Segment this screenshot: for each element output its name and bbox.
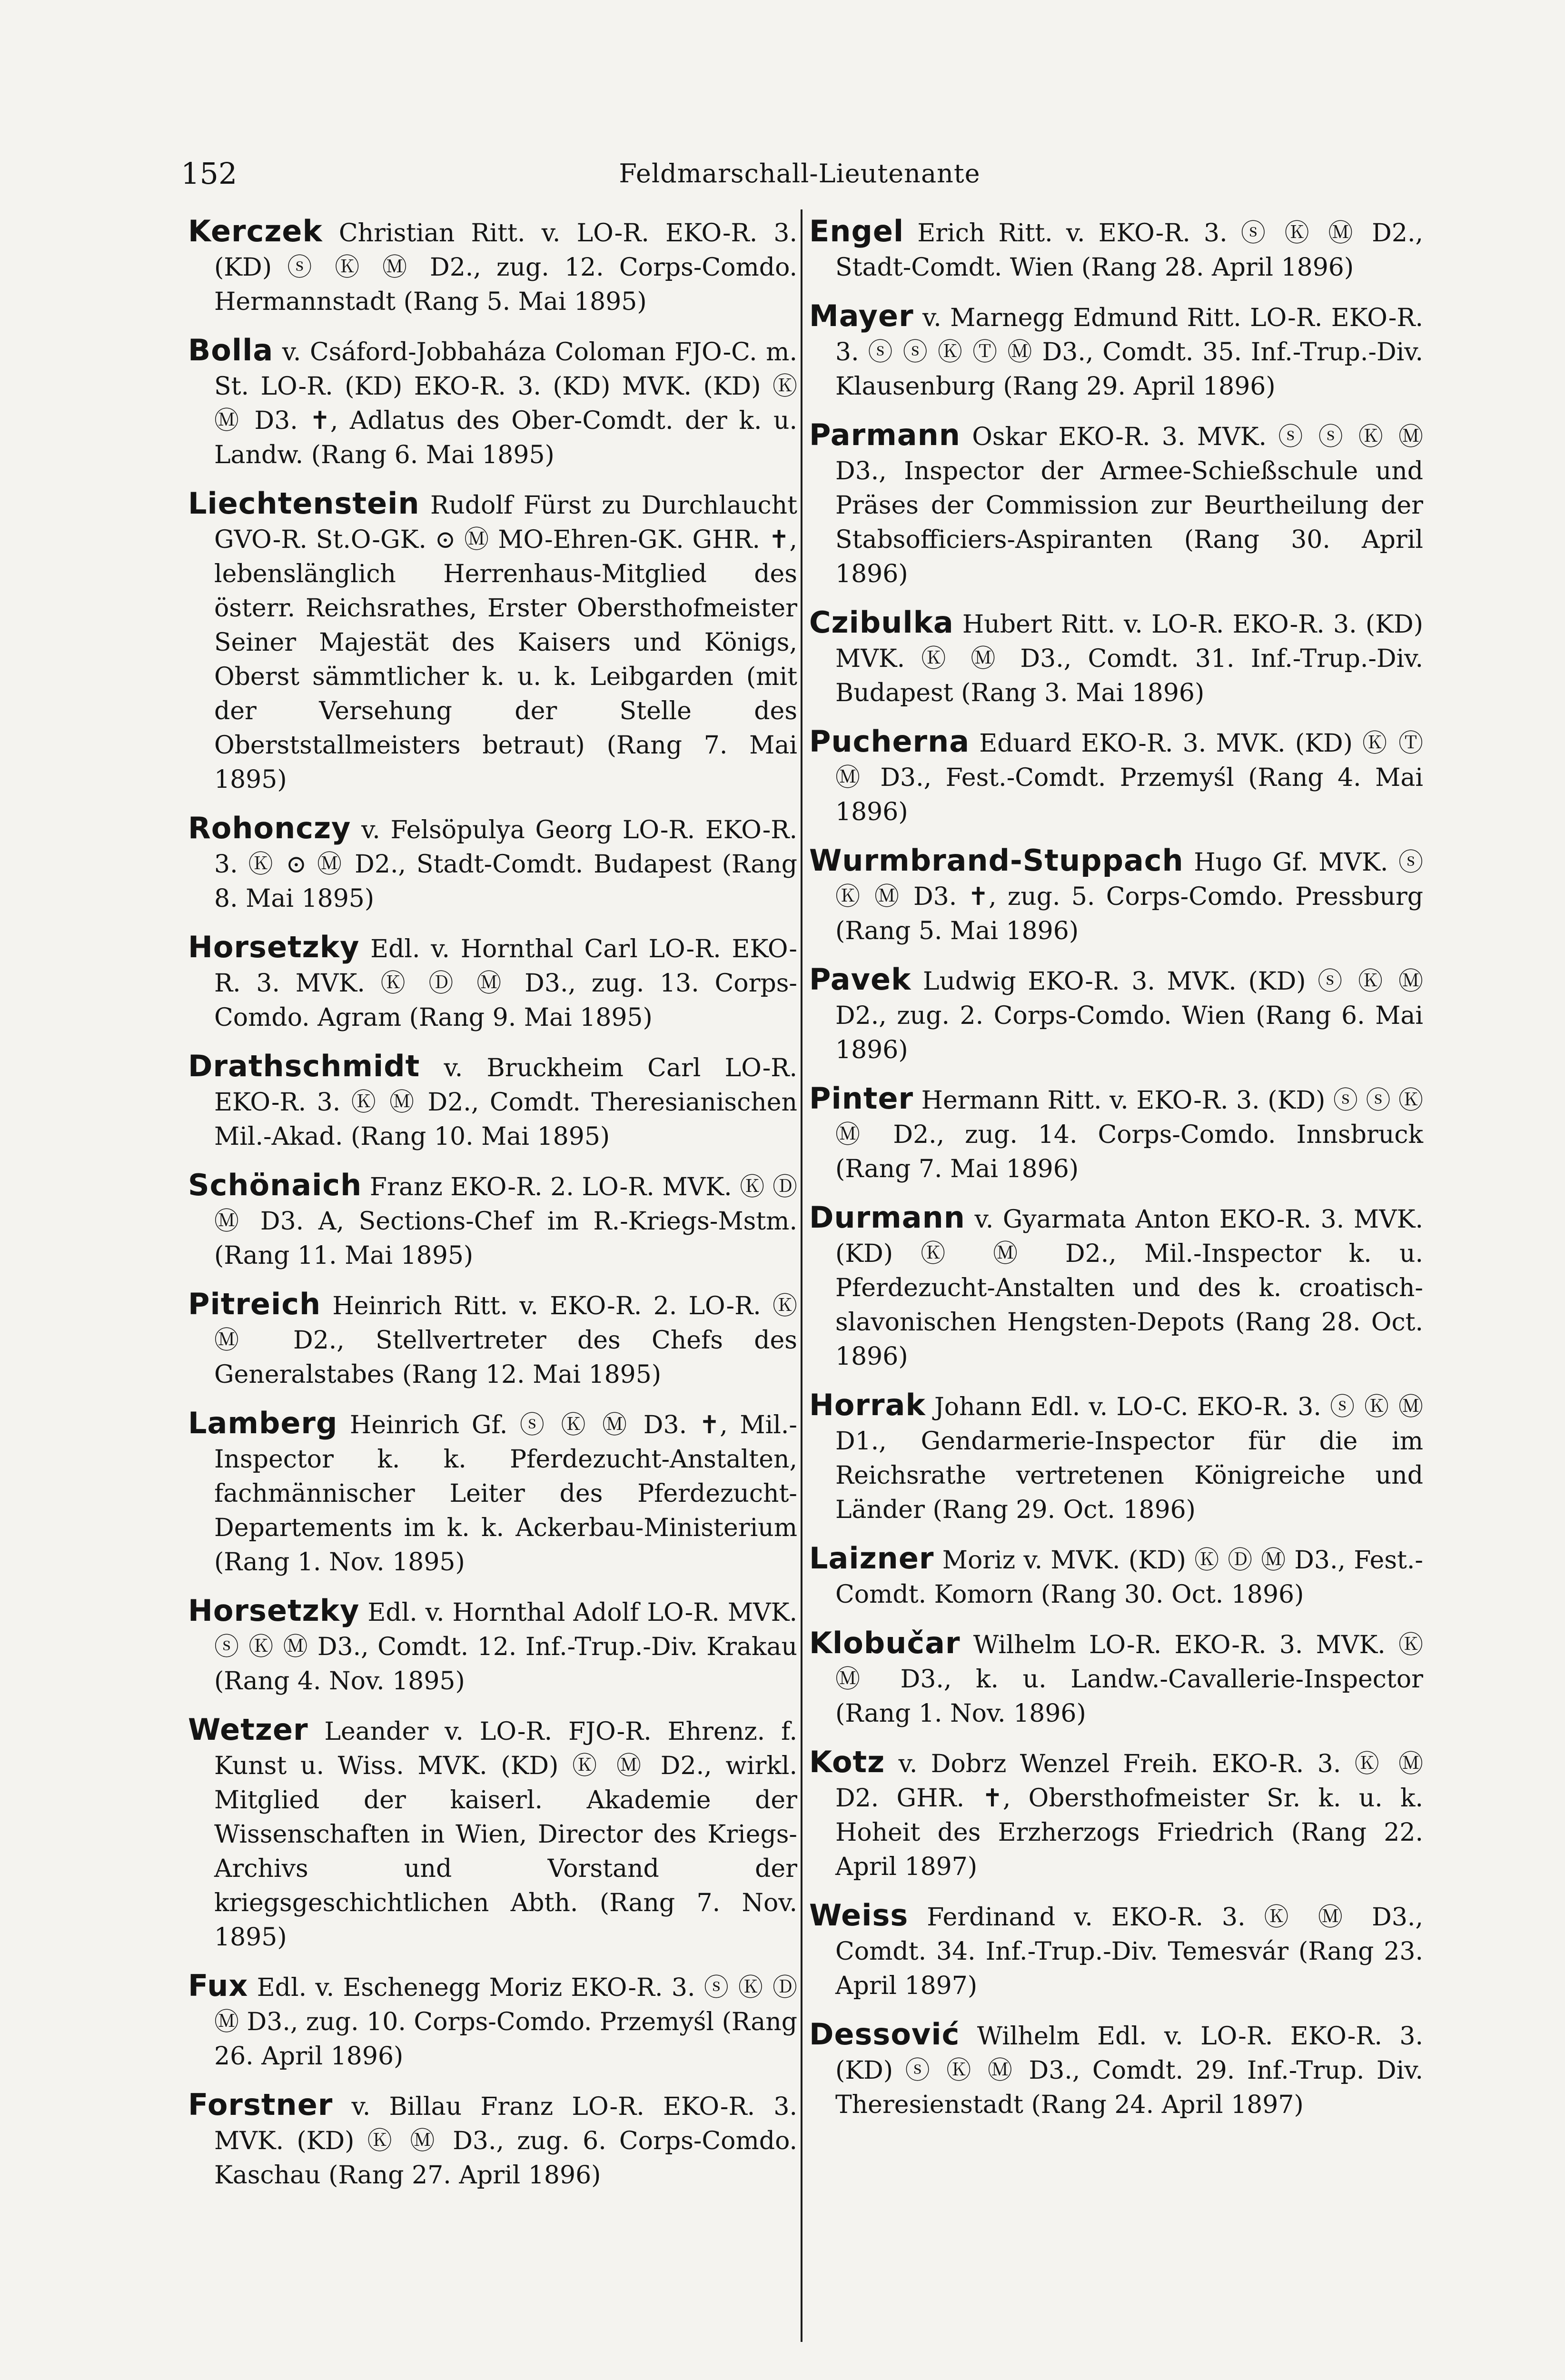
entry-surname: Horsetzky bbox=[188, 930, 360, 964]
entry-surname: Pucherna bbox=[809, 724, 970, 759]
entry-details: Wilhelm Edl. v. LO-R. EKO-R. 3. (KD) ⓢ Ⓚ Ⓜ D3., Comdt. 29. Inf.-Trup. Div. Theresienstadt (Rang 24. April 1897) bbox=[835, 2022, 1423, 2119]
entry-details: Leander v. LO-R. FJO-R. Ehrenz. f. Kunst u. Wiss. MVK. (KD) Ⓚ Ⓜ D2., wirkl. Mitglied der kaiserl. Akademie der Wissenschaften in Wien, Director des Kriegs-Archivs und Vorstand der kriegsgeschichtlichen Abth. (Rang 7. Nov. 1895) bbox=[214, 1717, 797, 1952]
entry-details: v. Bruckheim Carl LO-R. EKO-R. 3. Ⓚ Ⓜ D2., Comdt. Theresianischen Mil.-Akad. (Rang 10. Mai 1895) bbox=[214, 1054, 797, 1151]
entry-details: Heinrich Gf. ⓢ Ⓚ Ⓜ D3. ✝, Mil.-Inspector k. k. Pferdezucht-Anstalten, fachmännischer Leiter des Pferdezucht-Departements im k. k. Ackerbau-Ministerium (Rang 1. Nov. 1895) bbox=[214, 1411, 797, 1577]
entry bbox=[188, 1049, 797, 1154]
entry-surname: Forstner bbox=[188, 2087, 333, 2122]
entry-surname: Schönaich bbox=[188, 1168, 362, 1202]
entry bbox=[809, 1626, 1423, 1731]
entry-details: Edl. v. Eschenegg Moriz EKO-R. 3. ⓢ Ⓚ Ⓓ Ⓜ D3., zug. 10. Corps-Comdo. Przemyśl (Rang 26. April 1896) bbox=[214, 1973, 797, 2071]
entry bbox=[809, 1388, 1423, 1527]
entry-surname: Drathschmidt bbox=[188, 1049, 420, 1083]
entry bbox=[188, 1713, 797, 1954]
entry bbox=[188, 333, 797, 472]
entry-surname: Wetzer bbox=[188, 1712, 308, 1747]
entry-surname: Parmann bbox=[809, 417, 961, 452]
entry-surname: Bolla bbox=[188, 333, 274, 367]
entry-surname: Mayer bbox=[809, 298, 914, 333]
entry-details: Hermann Ritt. v. EKO-R. 3. (KD) ⓢ ⓢ Ⓚ Ⓜ D2., zug. 14. Corps-Comdo. Innsbruck (Rang 7. Mai 1896) bbox=[835, 1086, 1423, 1183]
entry bbox=[809, 1898, 1423, 2003]
entry-details: Moriz v. MVK. (KD) Ⓚ Ⓓ Ⓜ D3., Fest.-Comdt. Komorn (Rang 30. Oct. 1896) bbox=[835, 1546, 1423, 1609]
entry-surname: Liechtenstein bbox=[188, 486, 420, 521]
entry bbox=[188, 1969, 797, 2073]
entry bbox=[809, 1745, 1423, 1884]
entry bbox=[809, 1200, 1423, 1374]
entry bbox=[188, 1406, 797, 1579]
entry-details: v. Csáford-Jobbaháza Coloman FJO-C. m. St. LO-R. (KD) EKO-R. 3. (KD) MVK. (KD) Ⓚ Ⓜ D3. ✝, Adlatus des Ober-Comdt. der k. u. Landw. (Rang 6. Mai 1895) bbox=[214, 338, 797, 469]
entry-details: Christian Ritt. v. LO-R. EKO-R. 3. (KD) ⓢ Ⓚ Ⓜ D2., zug. 12. Corps-Comdo. Hermannstadt (Rang 5. Mai 1895) bbox=[214, 219, 797, 316]
entry-surname: Laizner bbox=[809, 1541, 934, 1576]
entry-details: v. Gyarmata Anton EKO-R. 3. MVK. (KD) Ⓚ Ⓜ D2., Mil.-Inspector k. u. Pferdezucht-Anstalten und des k. croatisch-slavonischen Hengsten-Depots (Rang 28. Oct. 1896) bbox=[835, 1205, 1423, 1371]
entry-surname: Wurmbrand-Stuppach bbox=[809, 843, 1184, 878]
entry-details: Eduard EKO-R. 3. MVK. (KD) Ⓚ Ⓣ Ⓜ D3., Fest.-Comdt. Przemyśl (Rang 4. Mai 1896) bbox=[835, 729, 1423, 826]
entry bbox=[809, 962, 1423, 1067]
entry-details: Rudolf Fürst zu Durchlaucht GVO-R. St.O-GK. ⊙ Ⓜ MO-Ehren-GK. GHR. ✝, lebenslänglich Herrenhaus-Mitglied des österr. Reichsrathes, Erster Obersthofmeister Seiner Majestät des Kaisers und Königs, Oberst sämmtlicher k. u. k. Leibgarden (mit der Versehung der Stelle des Oberststallmeisters betraut) (Rang 7. Mai 1895) bbox=[214, 491, 797, 794]
entry-details: Ludwig EKO-R. 3. MVK. (KD) ⓢ Ⓚ Ⓜ D2., zug. 2. Corps-Comdo. Wien (Rang 6. Mai 1896) bbox=[835, 967, 1423, 1064]
entry-surname: Weiss bbox=[809, 1898, 909, 1933]
entry-surname: Fux bbox=[188, 1968, 248, 2003]
entry-surname: Horsetzky bbox=[188, 1593, 360, 1628]
entry bbox=[809, 843, 1423, 948]
entry-details: Johann Edl. v. LO-C. EKO-R. 3. ⓢ Ⓚ Ⓜ D1., Gendarmerie-Inspector für die im Reichsrathe vertretenen Königreiche und Länder (Rang 29. Oct. 1896) bbox=[835, 1393, 1423, 1524]
entry-details: Heinrich Ritt. v. EKO-R. 2. LO-R. Ⓚ Ⓜ D2., Stellvertreter des Chefs des Generalstabes (Rang 12. Mai 1895) bbox=[214, 1292, 797, 1389]
entry-details: Ferdinand v. EKO-R. 3. Ⓚ Ⓜ D3., Comdt. 34. Inf.-Trup.-Div. Temesvár (Rang 23. April 1897) bbox=[835, 1903, 1423, 2000]
entry-surname: Kotz bbox=[809, 1745, 885, 1779]
entry-details: Wilhelm LO-R. EKO-R. 3. MVK. Ⓚ Ⓜ D3., k. u. Landw.-Cavallerie-Inspector (Rang 1. Nov. 1896) bbox=[835, 1631, 1423, 1728]
entry-surname: Klobučar bbox=[809, 1626, 961, 1660]
entry bbox=[188, 1168, 797, 1273]
right-column bbox=[809, 214, 1423, 2136]
entry-details: v. Felsöpulya Georg LO-R. EKO-R. 3. Ⓚ ⊙ Ⓜ D2., Stadt-Comdt. Budapest (Rang 8. Mai 1895) bbox=[214, 816, 797, 913]
entry-surname: Pitreich bbox=[188, 1287, 321, 1321]
entry bbox=[809, 1081, 1423, 1186]
entry bbox=[809, 299, 1423, 404]
entry bbox=[188, 2088, 797, 2192]
entry-surname: Engel bbox=[809, 214, 904, 248]
entry bbox=[809, 2017, 1423, 2122]
entry-details: Franz EKO-R. 2. LO-R. MVK. Ⓚ Ⓓ Ⓜ D3. A, Sections-Chef im R.-Kriegs-Mstm. (Rang 11. Mai 1895) bbox=[214, 1173, 797, 1270]
entry-surname: Pinter bbox=[809, 1081, 914, 1116]
page-number: 152 bbox=[181, 156, 238, 191]
running-title: Feldmarschall-Lieutenante bbox=[619, 159, 981, 188]
entry-details: Hugo Gf. MVK. ⓢ Ⓚ Ⓜ D3. ✝, zug. 5. Corps-Comdo. Pressburg (Rang 5. Mai 1896) bbox=[835, 848, 1423, 945]
entry bbox=[809, 724, 1423, 829]
entry-details: Erich Ritt. v. EKO-R. 3. ⓢ Ⓚ Ⓜ D2., Stadt-Comdt. Wien (Rang 28. April 1896) bbox=[835, 219, 1423, 282]
entry bbox=[188, 1287, 797, 1392]
entry bbox=[809, 418, 1423, 591]
entry-surname: Dessović bbox=[809, 2017, 960, 2052]
entry-surname: Czibulka bbox=[809, 605, 954, 640]
entry-details: v. Dobrz Wenzel Freih. EKO-R. 3. Ⓚ Ⓜ D2. GHR. ✝, Obersthofmeister Sr. k. u. k. Hoheit des Erzherzogs Friedrich (Rang 22. April 1897) bbox=[835, 1750, 1423, 1881]
entry-surname: Rohonczy bbox=[188, 811, 351, 845]
entry bbox=[188, 811, 797, 916]
column-divider bbox=[801, 209, 802, 2342]
page-header bbox=[181, 152, 1418, 195]
entry-surname: Pavek bbox=[809, 962, 911, 997]
entry-surname: Durmann bbox=[809, 1200, 965, 1235]
entry-details: Edl. v. Hornthal Carl LO-R. EKO-R. 3. MVK. Ⓚ Ⓓ Ⓜ D3., zug. 13. Corps-Comdo. Agram (Rang 9. Mai 1895) bbox=[214, 935, 797, 1032]
entry-details: v. Marnegg Edmund Ritt. LO-R. EKO-R. 3. ⓢ ⓢ Ⓚ Ⓣ Ⓜ D3., Comdt. 35. Inf.-Trup.-Div. Klausenburg (Rang 29. April 1896) bbox=[835, 304, 1423, 401]
entry-surname: Horrak bbox=[809, 1388, 926, 1422]
entry bbox=[188, 1594, 797, 1698]
entry-details: v. Billau Franz LO-R. EKO-R. 3. MVK. (KD) Ⓚ Ⓜ D3., zug. 6. Corps-Comdo. Kaschau (Rang 27. April 1896) bbox=[214, 2092, 797, 2190]
entry bbox=[809, 605, 1423, 710]
entry bbox=[809, 214, 1423, 285]
entry-details: Oskar EKO-R. 3. MVK. ⓢ ⓢ Ⓚ Ⓜ D3., Inspector der Armee-Schießschule und Präses der Commission zur Beurtheilung der Stabsofficiers-Aspiranten (Rang 30. April 1896) bbox=[835, 423, 1423, 588]
entry bbox=[188, 214, 797, 319]
entry bbox=[188, 486, 797, 797]
left-column bbox=[188, 214, 797, 2207]
entry bbox=[188, 930, 797, 1035]
entry-details: Hubert Ritt. v. LO-R. EKO-R. 3. (KD) MVK. Ⓚ Ⓜ D3., Comdt. 31. Inf.-Trup.-Div. Budapest (Rang 3. Mai 1896) bbox=[835, 610, 1423, 707]
entry-details: Edl. v. Hornthal Adolf LO-R. MVK. ⓢ Ⓚ Ⓜ D3., Comdt. 12. Inf.-Trup.-Div. Krakau (Rang 4. Nov. 1895) bbox=[214, 1598, 797, 1696]
entry-surname: Lamberg bbox=[188, 1406, 338, 1440]
entry-surname: Kerczek bbox=[188, 214, 323, 248]
entry bbox=[809, 1541, 1423, 1612]
